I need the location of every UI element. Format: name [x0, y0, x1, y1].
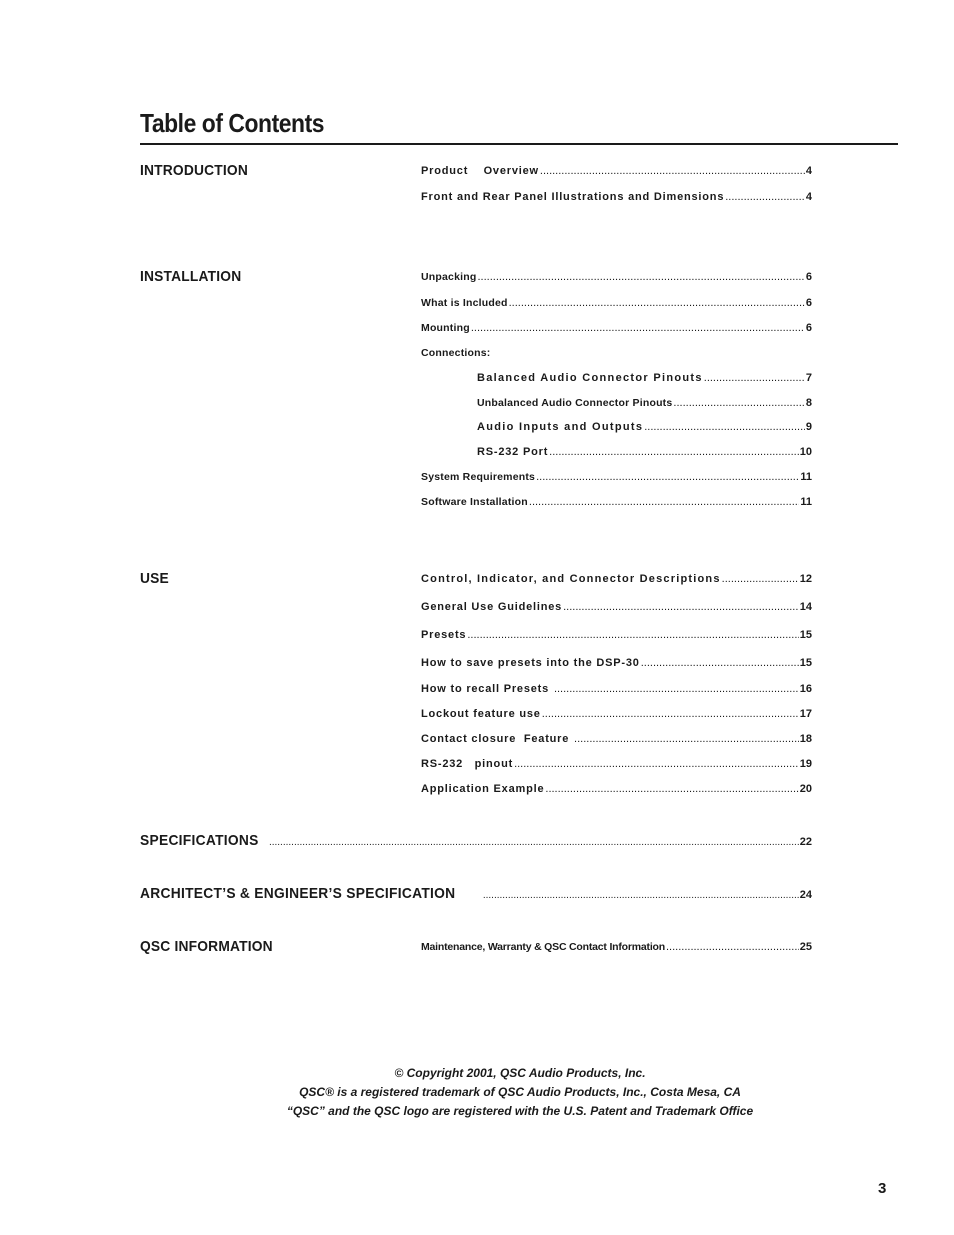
toc-label: Presets — [421, 629, 467, 641]
toc-entry-balanced-pinouts[interactable] — [477, 372, 812, 384]
section-architect: ARCHITECT’S & ENGINEER’S SPECIFICATION — [140, 885, 456, 902]
toc-entry-application-example[interactable] — [421, 783, 812, 795]
toc-label: Application Example — [421, 783, 545, 795]
toc-entry-specifications[interactable] — [140, 832, 812, 849]
toc-label: Balanced Audio Connector Pinouts — [477, 372, 703, 384]
toc-entry-panel-illustrations[interactable] — [421, 191, 812, 203]
leader-dots — [673, 397, 804, 409]
toc-label: How to save presets into the DSP-30 — [421, 657, 640, 669]
toc-label: Front and Rear Panel Illustrations and Dimensions — [421, 191, 725, 203]
section-use: USE — [140, 570, 169, 587]
toc-page: 11 — [800, 471, 812, 483]
toc-label: Unpacking — [421, 271, 477, 283]
toc-page: 18 — [799, 733, 812, 745]
toc-label: System Requirements — [421, 471, 536, 483]
toc-entry-architect-spec[interactable] — [140, 885, 812, 902]
toc-entry-mounting[interactable] — [421, 322, 812, 334]
toc-entry-rs232-port[interactable] — [477, 446, 812, 458]
leader-dots — [483, 890, 800, 901]
toc-page: 4 — [805, 191, 812, 203]
section-installation: INSTALLATION — [140, 268, 242, 285]
toc-page: 11 — [800, 496, 812, 508]
toc-page: 16 — [799, 683, 812, 695]
toc-label: Unbalanced Audio Connector Pinouts — [477, 397, 673, 409]
toc-entry-unbalanced-pinouts[interactable] — [477, 397, 812, 409]
leader-dots — [725, 191, 805, 203]
toc-page: 7 — [805, 372, 812, 384]
toc-page: 20 — [799, 783, 812, 795]
leader-dots — [471, 322, 805, 334]
toc-page: 6 — [805, 297, 812, 309]
toc-page: 6 — [805, 271, 812, 283]
leader-dots — [554, 683, 799, 695]
leader-dots — [704, 372, 805, 384]
leader-dots — [549, 446, 799, 458]
page-number: 3 — [878, 1180, 887, 1197]
section-qsc-information: QSC INFORMATION — [140, 938, 273, 955]
toc-entry-system-requirements[interactable] — [421, 471, 812, 483]
toc-label: Lockout feature use — [421, 708, 541, 720]
leader-dots — [477, 271, 804, 283]
trademark-line: QSC® is a registered trademark of QSC Audio Products, Inc., Costa Mesa, CA — [299, 1085, 741, 1099]
toc-label: How to recall Presets — [421, 683, 553, 695]
toc-entry-lockout[interactable] — [421, 708, 812, 720]
leader-dots — [529, 496, 799, 508]
toc-page: 6 — [805, 322, 812, 334]
toc-entry-audio-inputs-outputs[interactable] — [477, 421, 812, 433]
toc-entry-what-is-included[interactable] — [421, 297, 812, 309]
toc-label: Control, Indicator, and Connector Descriptions — [421, 573, 721, 585]
toc-page: 24 — [799, 889, 812, 901]
leader-dots — [641, 657, 799, 669]
patent-line: “QSC” and the QSC logo are registered with the U.S. Patent and Trademark Office — [286, 1104, 754, 1118]
toc-label: Maintenance, Warranty & QSC Contact Information — [421, 941, 665, 953]
section-introduction: INTRODUCTION — [140, 162, 248, 179]
toc-page: 10 — [799, 446, 812, 458]
toc-label: Connections: — [421, 347, 491, 359]
toc-label: Software Installation — [421, 496, 528, 508]
toc-page: 15 — [799, 657, 812, 669]
leader-dots — [545, 783, 798, 795]
toc-label: Contact closure Feature — [421, 733, 574, 745]
toc-label: RS-232 pinout — [421, 758, 514, 770]
toc-page: 19 — [799, 758, 812, 770]
toc-page: 12 — [799, 573, 812, 585]
toc-page: 4 — [805, 165, 812, 177]
toc-page: 14 — [799, 601, 812, 613]
leader-dots — [722, 573, 799, 585]
toc-entry-product-overview[interactable] — [421, 165, 812, 177]
toc-entry-unpacking[interactable] — [421, 271, 812, 283]
toc-page: 9 — [805, 421, 812, 433]
title-rule — [140, 143, 898, 145]
leader-dots — [514, 758, 799, 770]
toc-entry-save-presets[interactable] — [421, 657, 812, 669]
toc-entry-connections — [421, 347, 812, 359]
toc-entry-presets[interactable] — [421, 629, 812, 641]
toc-label: Mounting — [421, 322, 470, 334]
toc-label: General Use Guidelines — [421, 601, 563, 613]
leader-dots — [540, 165, 805, 177]
toc-label: Product Overview — [421, 165, 539, 177]
toc-entry-control-indicator[interactable] — [421, 573, 812, 585]
toc-entry-recall-presets[interactable] — [421, 683, 812, 695]
toc-page: 25 — [799, 941, 812, 953]
leader-dots — [542, 708, 799, 720]
leader-dots — [467, 629, 798, 641]
page-title: Table of Contents — [140, 108, 325, 138]
leader-dots — [563, 601, 799, 613]
toc-label: Audio Inputs and Outputs — [477, 421, 644, 433]
leader-dots — [536, 471, 799, 483]
leader-dots — [666, 941, 799, 953]
leader-dots — [269, 837, 800, 848]
toc-label: What is Included — [421, 297, 508, 309]
toc-entry-general-use[interactable] — [421, 601, 812, 613]
toc-page: 8 — [805, 397, 812, 409]
toc-entry-rs232-pinout[interactable] — [421, 758, 812, 770]
toc-entry-contact-closure[interactable] — [421, 733, 812, 745]
toc-entry-maintenance-warranty[interactable] — [421, 941, 812, 953]
toc-entry-software-installation[interactable] — [421, 496, 812, 508]
leader-dots — [644, 421, 805, 433]
toc-page: 17 — [799, 708, 812, 720]
section-specifications: SPECIFICATIONS — [140, 832, 259, 849]
copyright-line: © Copyright 2001, QSC Audio Products, Inc. — [394, 1066, 646, 1080]
toc-page: 22 — [799, 836, 812, 848]
leader-dots — [574, 733, 799, 745]
toc-page: 15 — [799, 629, 812, 641]
leader-dots — [509, 297, 805, 309]
toc-label: RS-232 Port — [477, 446, 549, 458]
